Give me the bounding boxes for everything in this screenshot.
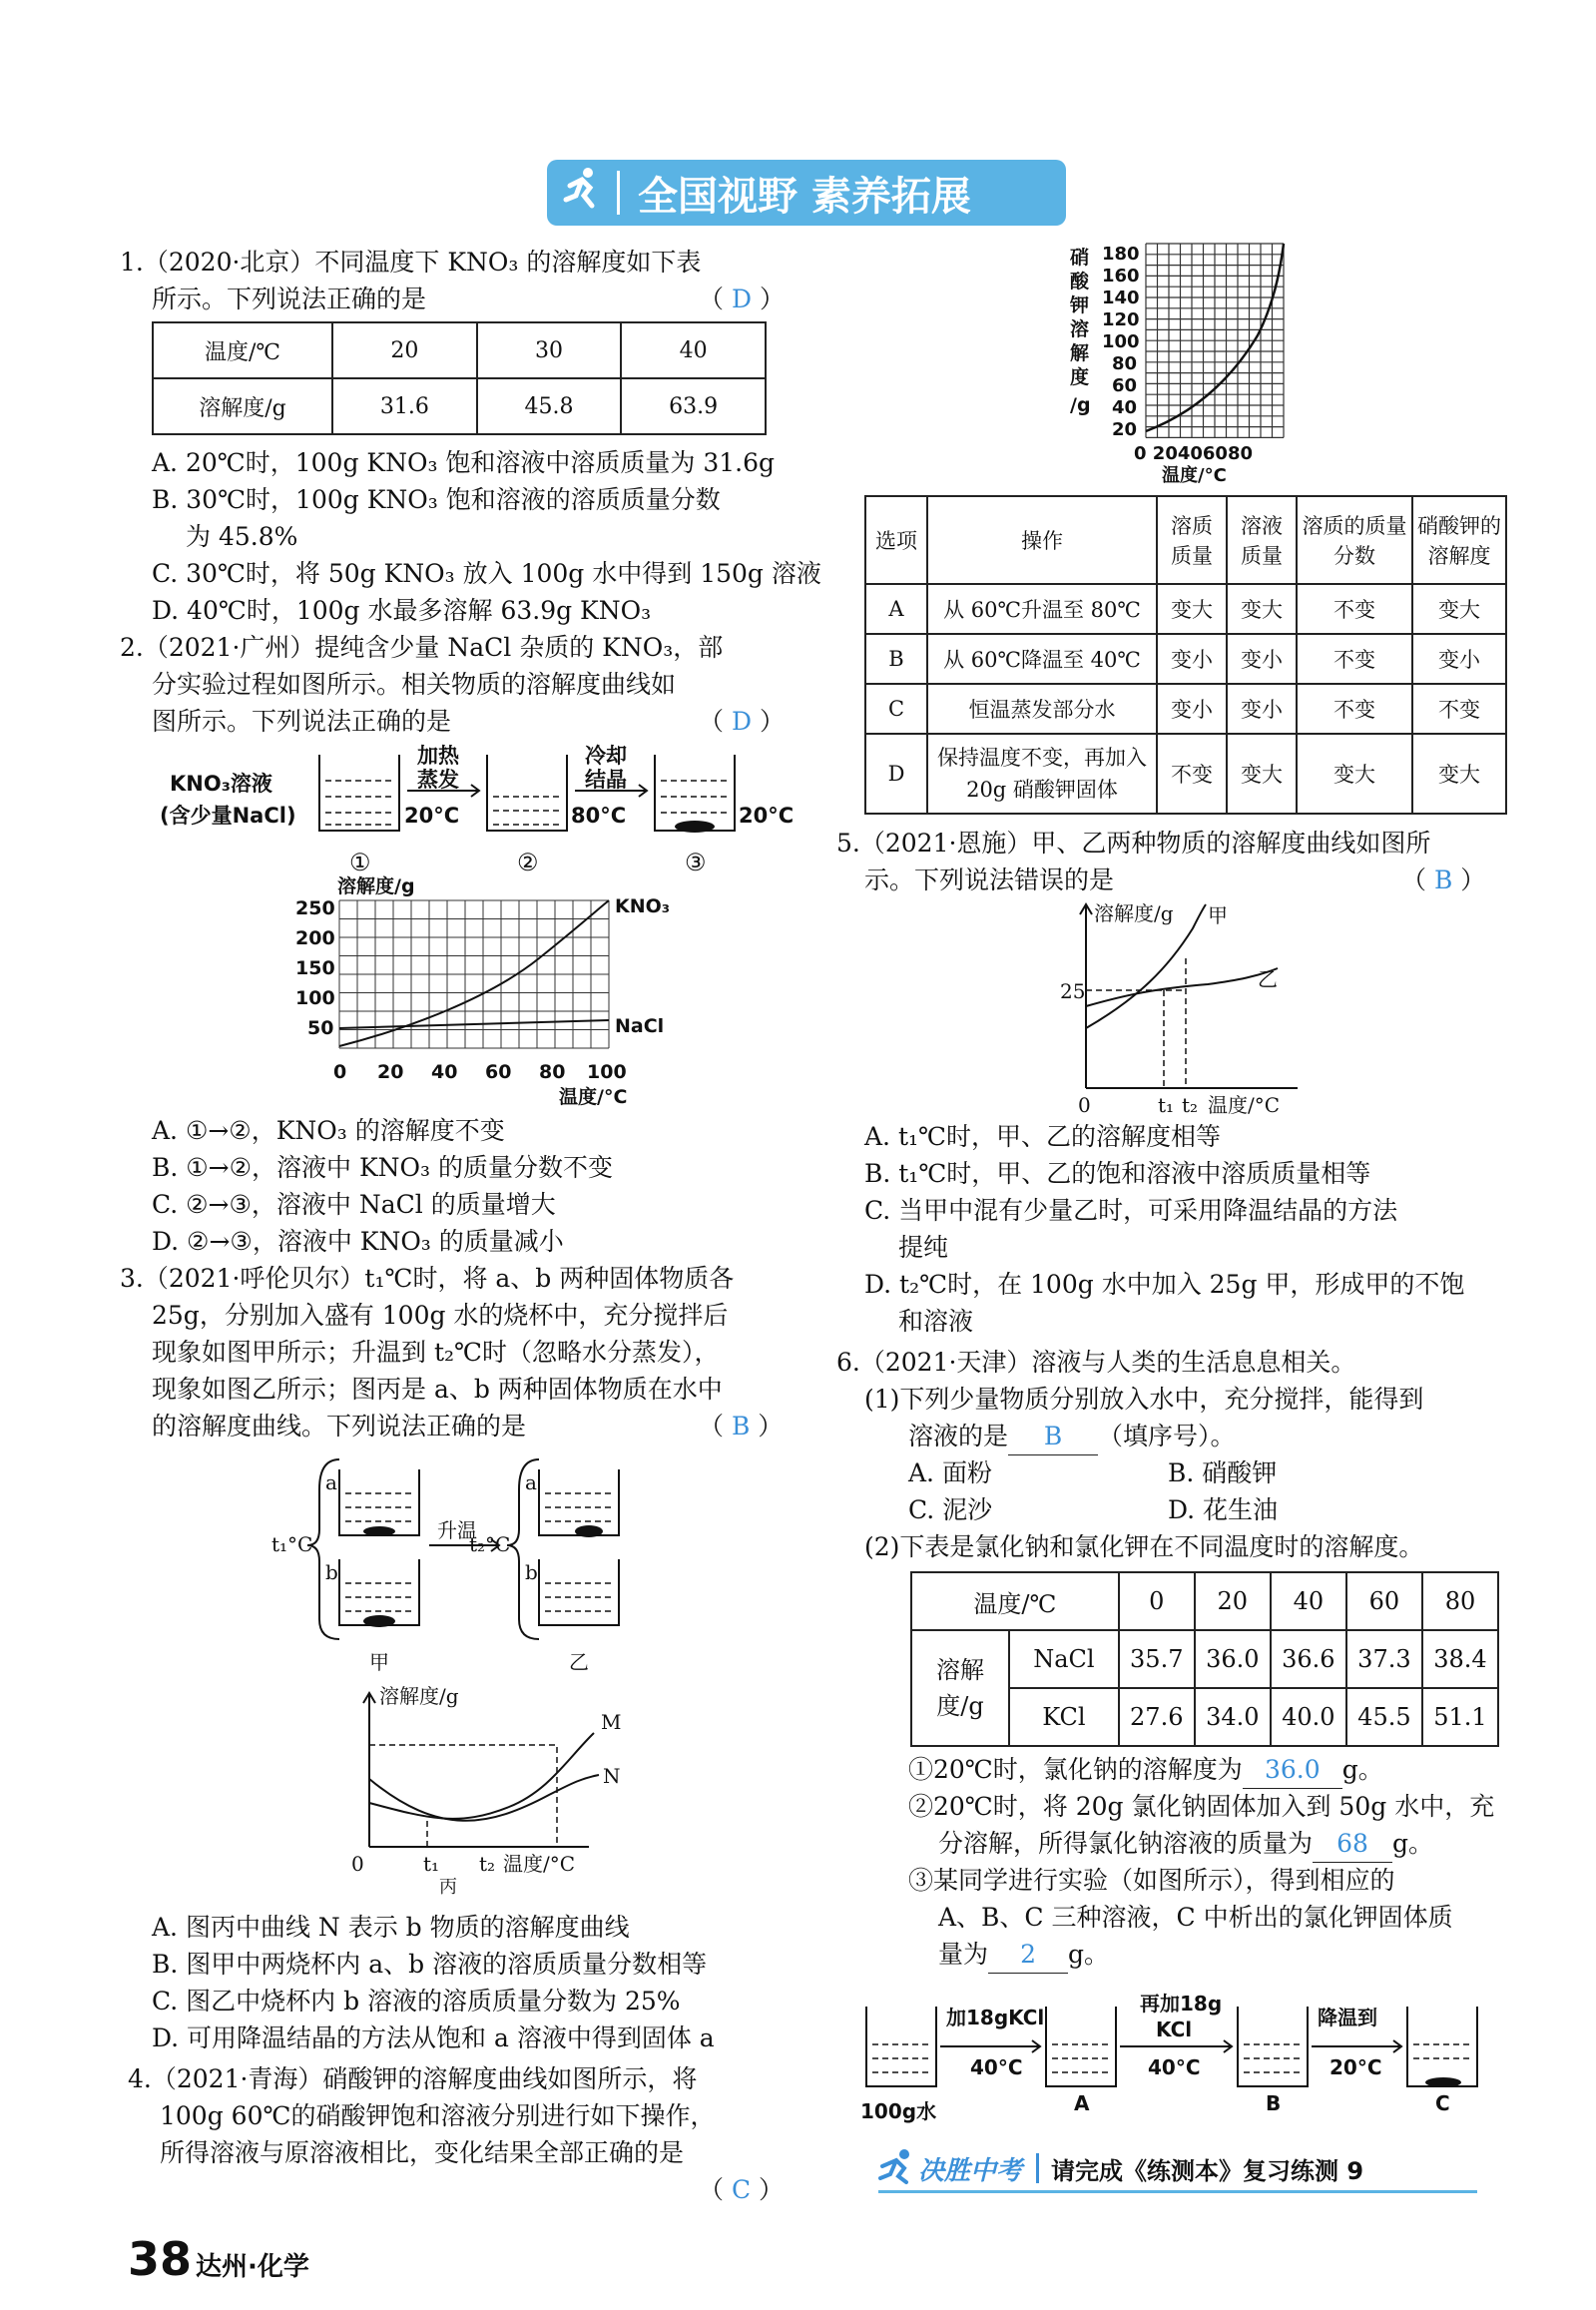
q2-xtick: 40 [431, 1061, 458, 1083]
q5-series-yi: 乙 [1258, 967, 1278, 991]
q4-ytick: 120 [1102, 309, 1140, 330]
q4-ytick: 180 [1102, 244, 1140, 265]
q6-fig-step3: 降温到 [1318, 2006, 1377, 2029]
q3-stem-line2: 25g，分别加入盛有 100g 水的烧杯中，充分搅拌后 [152, 1301, 729, 1330]
q5-chart-xlabel: 温度/°C [1208, 1093, 1281, 1117]
q2-temp1: 20°C [404, 804, 460, 828]
q2-num3: ③ [685, 849, 707, 876]
q6-td: 27.6 [1119, 1688, 1195, 1746]
q4-th: 溶质质量 [1157, 496, 1227, 584]
q2-temp3: 20°C [739, 804, 795, 828]
q4-stem-line2: 100g 60℃的硝酸钾饱和溶液分别进行如下操作， [160, 2101, 716, 2130]
q4-ylabel-char: 解 [1070, 342, 1090, 364]
q6-beaker-c [1407, 2007, 1477, 2086]
q5-ytick-25: 25 [1060, 979, 1086, 1003]
q2-stem-line1: 2.（2021·广州）提纯含少量 NaCl 杂质的 KNO₃，部 [120, 633, 724, 662]
q2-chart-xlabel: 温度/°C [559, 1086, 628, 1108]
q5-answer: （ B ） [1401, 866, 1486, 894]
q4-ytick: 160 [1102, 266, 1140, 287]
q4-td: 变大 [1227, 584, 1297, 634]
q2-ytick: 200 [295, 927, 335, 949]
q6-option-d: D. 花生油 [1168, 1495, 1279, 1524]
q4-table [864, 495, 1507, 815]
q3-stem-line3: 现象如图甲所示；升温到 t₂℃时（忽略水分蒸发）， [152, 1338, 720, 1367]
q2-stem-line3: 图所示。下列说法正确的是 [152, 707, 452, 736]
q2-num2: ② [517, 849, 539, 876]
q6-part1-answer: B [1008, 1418, 1098, 1455]
q2-step1-line2: 蒸发 [417, 768, 459, 792]
q6-part1-line2: 溶液的是 B （填序号）。 [908, 1418, 1236, 1455]
q3-fig-t1: t₁°C [271, 1532, 313, 1556]
q1-table-cell: 31.6 [332, 378, 477, 434]
q5-option-d-cont: 和溶液 [898, 1307, 974, 1336]
q5-option-d: D. t₂℃时，在 100g 水中加入 25g 甲，形成甲的不饱 [864, 1270, 1465, 1299]
q6-fig-t2: 40°C [1148, 2055, 1201, 2079]
q6-option-a: A. 面粉 [908, 1458, 992, 1487]
q3-chart-origin: 0 [351, 1852, 364, 1876]
q4-ytick: 20 [1112, 419, 1138, 440]
q6-row-label: 溶解度/g [911, 1630, 1009, 1746]
q2-step2-line2: 结晶 [585, 768, 627, 792]
q4-ylabel-char: 硝 [1070, 247, 1090, 269]
q2-num1: ① [349, 849, 371, 876]
q4-td: 保持温度不变，再加入 20g 硝酸钾固体 [927, 734, 1157, 814]
footer-brand-bar [878, 2146, 1477, 2193]
banner-divider [617, 171, 620, 215]
q6-sub3-line3: 量为 2 g。 [938, 1936, 1109, 1974]
q3-option-d: D. 可用降温结晶的方法从饱和 a 溶液中得到固体 a [152, 2023, 715, 2052]
q6-fig-b: B [1266, 2091, 1282, 2115]
q5-option-c: C. 当甲中混有少量乙时，可采用降温结晶的方法 [864, 1196, 1398, 1225]
q3-option-b: B. 图甲中两烧杯内 a、b 溶液的溶质质量分数相等 [152, 1950, 708, 1979]
q2-label2: (含少量NaCl) [160, 804, 296, 828]
q4-td: D [865, 734, 927, 814]
q2-ytick: 100 [295, 987, 335, 1009]
q3-chart-t1: t₁ [423, 1852, 440, 1876]
q3-option-c: C. 图乙中烧杯内 b 溶液的溶质质量分数为 25% [152, 1987, 681, 2016]
q4-ytick: 40 [1112, 397, 1138, 418]
q3-fig-heat: 升温 [437, 1518, 477, 1542]
q2-process-diagram [160, 741, 798, 890]
section-banner [547, 160, 1066, 226]
q3-series-m: M [601, 1710, 622, 1734]
q2-beaker-1 [319, 755, 399, 831]
q3-chart-xlabel: 温度/°C [503, 1852, 576, 1876]
q6-th: 60 [1346, 1572, 1422, 1630]
q2-step2-line1: 冷却 [585, 744, 627, 768]
q6-fig-t3: 20°C [1330, 2055, 1382, 2079]
q2-series-kno3: KNO₃ [615, 895, 671, 917]
q1-table-cell: 63.9 [621, 378, 766, 434]
q6-fig-step2b: KCl [1156, 2018, 1193, 2041]
q6-sub2-line2: 分溶解，所得氯化钠溶液的质量为 68 g。 [938, 1825, 1433, 1863]
footer-instruction: 请完成《练测本》复习练测 9 [1051, 2156, 1364, 2185]
q3-fig-b2: b [525, 1560, 538, 1584]
q3-answer: （ B ） [699, 1412, 784, 1441]
q2-xtick: 0 [333, 1061, 347, 1083]
q6-sub3-answer: 2 [988, 1936, 1068, 1974]
q4-td: 变小 [1227, 684, 1297, 734]
q4-td: 变大 [1227, 734, 1297, 814]
q4-td: 变大 [1412, 734, 1506, 814]
q6-part1-line1: (1)下列少量物质分别放入水中，充分搅拌，能得到 [864, 1385, 1424, 1414]
q6-td: 35.7 [1119, 1630, 1195, 1688]
q6-fig-step1: 加18gKCl [946, 2006, 1045, 2029]
q5-chart-t2: t₂ [1182, 1093, 1199, 1117]
q4-solubility-chart [1058, 236, 1298, 495]
q6-fig-t1: 40°C [970, 2055, 1023, 2079]
q4-ylabel-char: 酸 [1070, 271, 1090, 292]
q4-td: 不变 [1157, 734, 1227, 814]
q6-sub2-answer: 68 [1313, 1825, 1392, 1863]
footer-divider [1036, 2153, 1039, 2183]
q6-fig-c: C [1435, 2091, 1450, 2115]
q6-sub1-answer: 36.0 [1243, 1751, 1342, 1789]
q3-chart-t2: t₂ [479, 1852, 496, 1876]
q4-row-b [865, 634, 1506, 684]
q4-th: 选项 [865, 496, 927, 584]
q1-option-b: B. 30℃时，100g KNO₃ 饱和溶液的溶质质量分数 [152, 485, 721, 514]
q4-row-c [865, 684, 1506, 734]
q5-series-jia: 甲 [1208, 903, 1228, 927]
q6-td: 34.0 [1195, 1688, 1271, 1746]
q3-fig-b: b [325, 1560, 338, 1584]
q6-nacl-label: NaCl [1009, 1630, 1119, 1688]
q5-curve-yi [1086, 968, 1278, 1006]
q5-option-b: B. t₁℃时，甲、乙的饱和溶液中溶质质量相等 [864, 1159, 1371, 1188]
q2-xtick: 60 [485, 1061, 512, 1083]
q2-xtick: 80 [539, 1061, 566, 1083]
q2-ytick: 50 [307, 1017, 334, 1039]
q4-td: 变大 [1157, 584, 1227, 634]
q4-td: 变小 [1412, 634, 1506, 684]
q6-td: 40.0 [1271, 1688, 1346, 1746]
q6-th: 80 [1422, 1572, 1498, 1630]
q4-td: 不变 [1297, 634, 1412, 684]
q6-td: 37.3 [1346, 1630, 1422, 1688]
q2-xtick: 100 [587, 1061, 627, 1083]
q4-stem-line1: 4.（2021·青海）硝酸钾的溶解度曲线如图所示，将 [128, 2064, 698, 2093]
q4-ytick: 100 [1102, 331, 1140, 352]
q3-chart-caption: 丙 [439, 1877, 457, 1898]
q4-th: 硝酸钾的溶解度 [1412, 496, 1506, 584]
q4-ytick: 60 [1112, 375, 1138, 396]
q6-fig-step2a: 再加18g [1140, 1992, 1223, 2016]
q1-option-b-cont: 为 45.8% [186, 522, 298, 551]
q2-curve-nacl [339, 1020, 609, 1028]
q1-table-cell: 温度/℃ [153, 322, 332, 378]
q4-answer: （ C ） [699, 2175, 785, 2204]
q4-xticks: 0 20406080 [1134, 443, 1253, 464]
page-number: 38 [128, 2232, 193, 2286]
q4-td: C [865, 684, 927, 734]
q4-ytick: 80 [1112, 353, 1138, 374]
q4-td: 变大 [1297, 734, 1412, 814]
q6-beaker-a [1046, 2007, 1116, 2086]
q6-beaker-water [866, 2007, 936, 2086]
q1-answer: （ D ） [699, 285, 785, 313]
q6-experiment-figure [858, 1987, 1507, 2126]
q1-table-cell: 20 [332, 322, 477, 378]
q2-xtick: 20 [377, 1061, 404, 1083]
q4-td: 不变 [1297, 584, 1412, 634]
q4-ytick: 140 [1102, 288, 1140, 308]
q4-td: 变小 [1227, 634, 1297, 684]
q6-th: 温度/℃ [911, 1572, 1119, 1630]
q6-fig-a: A [1074, 2091, 1090, 2115]
q3-curve-m [369, 1733, 594, 1819]
q6-fig-water: 100g水 [860, 2099, 937, 2123]
q2-answer: （ D ） [699, 707, 785, 736]
q3-stem-line4: 现象如图乙所示；图丙是 a、b 两种固体物质在水中 [152, 1375, 723, 1404]
q2-series-nacl: NaCl [615, 1015, 665, 1037]
q4-ylabel-char: 度 [1070, 366, 1090, 388]
q6-td: 36.6 [1271, 1630, 1346, 1688]
q4-ylabel-char: 溶 [1070, 318, 1090, 340]
q3-fig-t2: t₂°C [469, 1532, 511, 1556]
q4-row-a [865, 584, 1506, 634]
q6-stem: 6.（2021·天津）溶液与人类的生活息息相关。 [836, 1348, 1356, 1377]
q6-part2: (2)下表是氯化钠和氯化钾在不同温度时的溶解度。 [864, 1532, 1424, 1561]
q5-stem-line1: 5.（2021·恩施）甲、乙两种物质的溶解度曲线如图所 [836, 829, 1431, 858]
q1-table-cell: 30 [477, 322, 622, 378]
q4-td: 恒温蒸发部分水 [927, 684, 1157, 734]
q6-th: 20 [1195, 1572, 1271, 1630]
q2-ytick: 150 [295, 957, 335, 979]
q4-stem-line3: 所得溶液与原溶液相比，变化结果全部正确的是 [160, 2138, 685, 2167]
q2-beaker-2 [487, 755, 567, 831]
q4-th: 操作 [927, 496, 1157, 584]
q4-td: 不变 [1297, 684, 1412, 734]
q6-kcl-label: KCl [1009, 1688, 1119, 1746]
q5-chart-origin: 0 [1078, 1093, 1091, 1117]
q5-chart-t1: t₁ [1158, 1093, 1175, 1117]
q1-table [152, 321, 767, 435]
q4-td: 变小 [1157, 634, 1227, 684]
q5-chart-ylabel: 溶解度/g [1094, 901, 1174, 925]
q2-option-d: D. ②→③，溶液中 KNO₃ 的质量减小 [152, 1227, 564, 1256]
q6-td: 36.0 [1195, 1630, 1271, 1688]
runner-brand-icon [878, 2148, 918, 2188]
q4-td: 从 60℃降温至 40℃ [927, 634, 1157, 684]
q6-sub2-line1: ②20℃时，将 20g 氯化钠固体加入到 50g 水中，充 [908, 1792, 1495, 1821]
q6-option-c: C. 泥沙 [908, 1495, 993, 1524]
q2-beaker-3 [655, 755, 735, 831]
q3-fig-a: a [325, 1470, 337, 1494]
q3-curve-n [369, 1775, 599, 1821]
q6-table [910, 1571, 1499, 1747]
q3-fig-a2: a [525, 1470, 537, 1494]
q4-th: 溶液质量 [1227, 496, 1297, 584]
q3-series-n: N [603, 1764, 621, 1788]
q2-option-c: C. ②→③，溶液中 NaCl 的质量增大 [152, 1190, 556, 1219]
q2-option-a: A. ①→②，KNO₃ 的溶解度不变 [152, 1116, 505, 1145]
q1-table-cell: 45.8 [477, 378, 622, 434]
q6-beaker-b [1238, 2007, 1308, 2086]
q2-chart-ylabel: 溶解度/g [337, 875, 415, 897]
q3-fig-yi: 乙 [569, 1650, 589, 1674]
q6-th: 40 [1271, 1572, 1346, 1630]
q3-beaker-figure [269, 1449, 679, 1679]
q2-temp2: 80°C [571, 804, 627, 828]
q5-option-a: A. t₁℃时，甲、乙的溶解度相等 [864, 1122, 1221, 1151]
q4-td: 不变 [1412, 684, 1506, 734]
q4-td: A [865, 584, 927, 634]
q1-table-cell: 40 [621, 322, 766, 378]
q4-td: 从 60℃升温至 80℃ [927, 584, 1157, 634]
q4-row-d [865, 734, 1506, 814]
q4-td: B [865, 634, 927, 684]
q6-sub1: ①20℃时，氯化钠的溶解度为 36.0 g。 [908, 1751, 1383, 1789]
q6-sub3-line1: ③某同学进行实验（如图所示），得到相应的 [908, 1866, 1395, 1895]
q1-stem-line1: 1.（2020·北京）不同温度下 KNO₃ 的溶解度如下表 [120, 248, 702, 277]
q6-th: 0 [1119, 1572, 1195, 1630]
q5-stem-line2: 示。下列说法错误的是 [864, 866, 1115, 894]
q3-stem-line1: 3.（2021·呼伦贝尔）t₁℃时，将 a、b 两种固体物质各 [120, 1264, 735, 1293]
q2-solubility-chart [289, 875, 689, 1108]
q6-sub3-line2: A、B、C 三种溶液，C 中析出的氯化钾固体质 [938, 1903, 1453, 1932]
q2-option-b: B. ①→②，溶液中 KNO₃ 的质量分数不变 [152, 1153, 614, 1182]
q4-chart-xlabel: 温度/°C [1162, 465, 1227, 486]
book-label: 达州·化学 [196, 2252, 309, 2282]
q3-chart-ylabel: 溶解度/g [379, 1684, 459, 1708]
q3-solubility-chart [339, 1684, 629, 1898]
footer-brand: 决胜中考 [918, 2155, 1023, 2186]
q4-ylabel-char: /g [1070, 394, 1091, 416]
q1-table-cell: 溶解度/g [153, 378, 332, 434]
q2-stem-line2: 分实验过程如图所示。相关物质的溶解度曲线如 [152, 670, 677, 699]
runner-icon [547, 166, 617, 220]
q4-th: 溶质的质量分数 [1297, 496, 1412, 584]
q5-option-c-cont: 提纯 [898, 1233, 949, 1262]
q6-td: 45.5 [1346, 1688, 1422, 1746]
q4-td: 变大 [1412, 584, 1506, 634]
q1-option-d: D. 40℃时，100g 水最多溶解 63.9g KNO₃ [152, 596, 652, 625]
q6-td: 51.1 [1422, 1688, 1498, 1746]
q3-option-a: A. 图丙中曲线 N 表示 b 物质的溶解度曲线 [152, 1913, 630, 1942]
q1-option-c: C. 30℃时，将 50g KNO₃ 放入 100g 水中得到 150g 溶液 [152, 559, 821, 588]
q2-crystals [675, 821, 715, 833]
q1-option-a: A. 20℃时，100g KNO₃ 饱和溶液中溶质质量为 31.6g [152, 448, 776, 477]
q2-ytick: 250 [295, 897, 335, 919]
q4-td: 变小 [1157, 684, 1227, 734]
q5-solubility-chart [1058, 898, 1337, 1118]
q1-stem-line2: 所示。下列说法正确的是 [152, 285, 427, 313]
banner-title: 全国视野 素养拓展 [638, 173, 971, 220]
q6-td: 38.4 [1422, 1630, 1498, 1688]
q4-ylabel-char: 钾 [1070, 294, 1090, 316]
q3-stem-line5: 的溶解度曲线。下列说法正确的是 [152, 1412, 527, 1441]
q2-label1: KNO₃溶液 [170, 772, 272, 796]
q3-fig-jia: 甲 [369, 1650, 389, 1674]
q6-option-b: B. 硝酸钾 [1168, 1458, 1278, 1487]
q2-step1-line1: 加热 [417, 744, 459, 768]
